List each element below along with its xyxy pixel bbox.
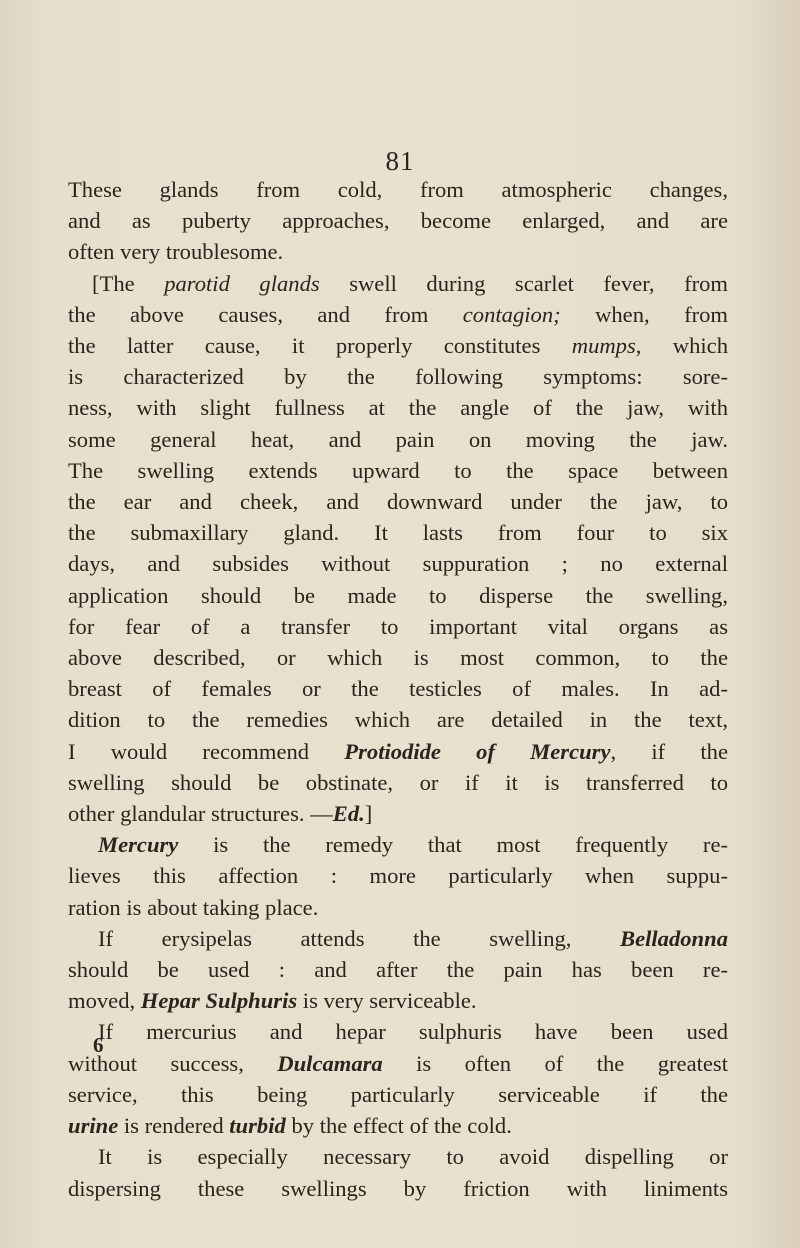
text-segment: is very serviceable. [297,988,477,1014]
text-line [68,330,728,361]
text-segment: It is especially necessary to avoid dispelling or [98,1144,728,1170]
text-segment: days, and subsides without suppuration ; no external [68,551,728,577]
emphasis-text: urine [68,1113,119,1139]
text-line [68,673,728,704]
text-line [68,268,728,299]
text-segment: is rendered [118,1113,230,1139]
text-line [68,704,728,735]
text-line [68,829,728,860]
text-segment: often very troublesome. [68,239,284,265]
text-line [68,798,728,829]
emphasis-text: Hepar Sulphuris [140,988,298,1014]
text-segment: breast of females or the testicles of males. In ad- [68,676,728,702]
text-segment: and as puberty approaches, become enlarged, and are [68,208,728,234]
text-segment: by the effect of the cold. [285,1113,512,1139]
text-segment: the ear and cheek, and downward under the jaw, to [68,489,728,515]
text-line [68,424,728,455]
text-line [68,611,728,642]
text-line [68,392,728,423]
text-line [68,174,728,205]
text-line [68,236,728,267]
text-segment: swell during scarlet fever, from [319,270,728,296]
text-segment: ration is about taking place. [68,894,319,920]
text-segment: service, this being particularly serviceable if the [68,1081,728,1107]
text-line [68,860,728,891]
emphasis-text: Ed. [332,801,365,827]
text-segment: ness, with slight fullness at the angle of the jaw, with [68,395,728,421]
text-segment: If mercurius and hepar sulphuris have been used [98,1019,728,1045]
emphasis-text: Protiodide of Mercury [344,738,611,764]
text-segment: without success, [68,1050,278,1076]
text-line [68,923,728,954]
emphasis-text: turbid [229,1113,286,1139]
text-segment: , if the [610,738,728,764]
text-line [68,517,728,548]
emphasis-text: Dulcamara [277,1050,383,1076]
text-segment: should be used : and after the pain has been re- [68,957,728,983]
text-segment: If erysipelas attends the swelling, [98,925,621,951]
text-line [68,985,728,1016]
text-line [68,1173,728,1204]
text-segment: I would recommend [68,738,345,764]
text-line [68,1079,728,1110]
text-line [68,767,728,798]
signature-mark: 6 [93,1033,104,1057]
text-line [68,954,728,985]
text-segment: , which [635,333,729,359]
body-text [68,174,728,1204]
emphasis-text: mumps [571,333,636,359]
text-segment: The swelling extends upward to the space between [68,457,728,483]
text-line [68,548,728,579]
text-line [68,1048,728,1079]
text-segment: for fear of a transfer to important vital organs as [68,613,728,639]
text-segment: is often of the greatest [382,1050,728,1076]
emphasis-text: Belladonna [620,925,728,951]
emphasis-text: parotid glands [164,270,320,296]
emphasis-text: contagion; [462,301,561,327]
text-segment: other glandular structures. — [68,801,333,827]
text-segment: some general heat, and pain on moving the jaw. [68,426,728,452]
text-segment: is characterized by the following symptoms: sore- [68,364,728,390]
text-line [68,1141,728,1172]
text-segment: [The [92,270,165,296]
text-segment: dition to the remedies which are detailed in the text, [68,707,728,733]
text-segment: above described, or which is most common, to the [68,645,728,671]
text-segment: lieves this affection : more particularly when suppu- [68,863,728,889]
text-segment: dispersing these swellings by friction with liniments [68,1175,728,1201]
text-segment: the latter cause, it properly constitutes [68,333,572,359]
text-segment: swelling should be obstinate, or if it is transferred to [68,769,728,795]
text-line [68,892,728,923]
text-segment: is the remedy that most frequently re- [178,832,728,858]
text-segment: moved, [68,988,141,1014]
text-line [68,1110,728,1141]
emphasis-text: Mercury [98,832,179,858]
text-segment: These glands from cold, from atmospheric changes, [68,177,728,202]
text-line [68,486,728,517]
text-segment: the submaxillary gland. It lasts from four to six [68,520,728,546]
text-segment: application should be made to disperse the swelling, [68,582,728,608]
text-line [68,580,728,611]
text-line [68,1016,728,1047]
text-line [68,361,728,392]
text-segment: the above causes, and from [68,301,463,327]
text-segment: when, from [560,301,728,327]
text-line [68,455,728,486]
page-number: 81 [385,146,415,176]
text-line [68,299,728,330]
text-line [68,736,728,767]
text-line [68,642,728,673]
text-line [68,205,728,236]
text-segment: ] [364,801,373,827]
